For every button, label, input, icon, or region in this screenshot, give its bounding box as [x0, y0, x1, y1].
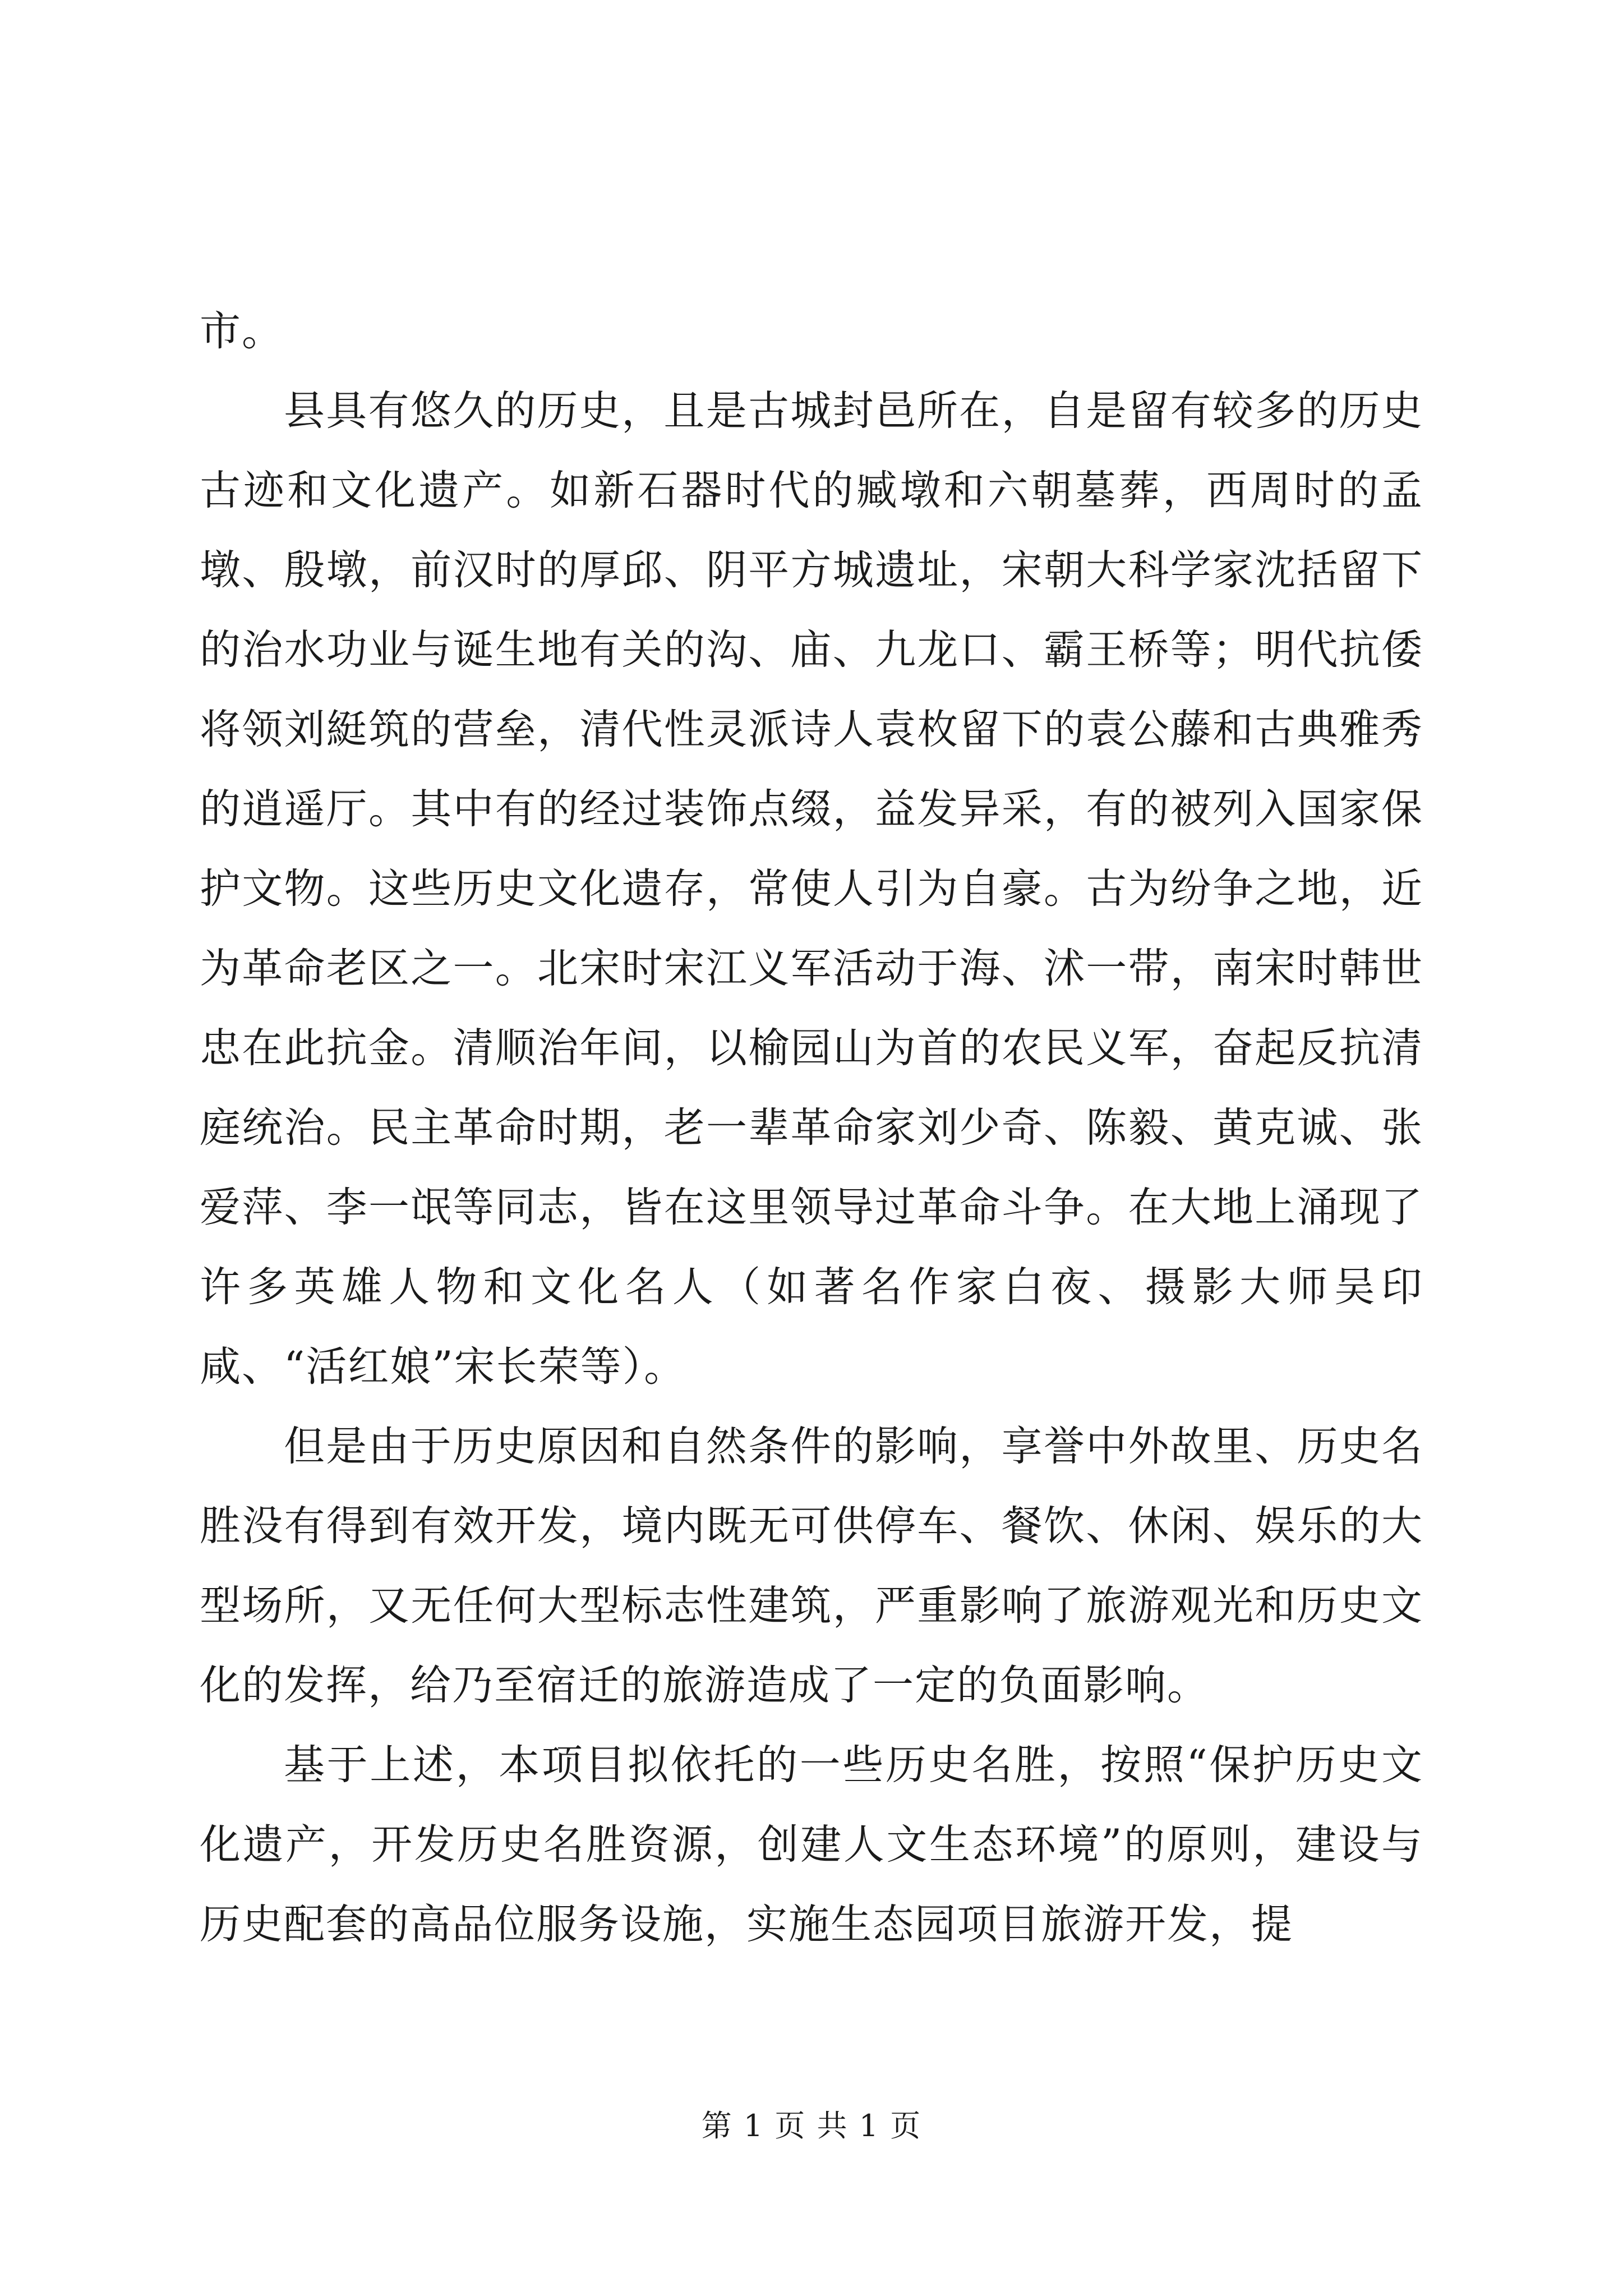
paragraph-project-basis: 基于上述，本项目拟依托的一些历史名胜，按照“保护历史文化遗产，开发历史名胜资源，创建人文生态环境”的原则，建设与历史配套的高品位服务设施，实施生态园项目旅游开发，提	[200, 1741, 1423, 1948]
document-body	[200, 292, 1423, 1964]
paragraph-problems: 但是由于历史原因和自然条件的影响，享誉中外故里、历史名胜没有得到有效开发，境内既无可供停车、餐饮、休闲、娱乐的大型场所，又无任何大型标志性建筑，严重影响了旅游观光和历史文化的发挥，给乃至宿迁的旅游造成了一定的负面影响。	[200, 1423, 1423, 1709]
paragraph-continuation: 市。	[200, 307, 284, 355]
paragraph-history: 县具有悠久的历史，且是古城封邑所在，自是留有较多的历史古迹和文化遗产。如新石器时代的臧墩和六朝墓葬，西周时的孟墩、殷墩，前汉时的厚邱、阴平方城遗址，宋朝大科学家沈括留下的治水功业与诞生地有关的沟、庙、九龙口、霸王桥等；明代抗倭将领刘綎筑的营垒，清代性灵派诗人袁枚留下的袁公藤和古典雅秀的逍遥厅。其中有的经过装饰点缀，益发异采，有的被列入国家保护文物。这些历史文化遗存，常使人引为自豪。古为纷争之地，近为革命老区之一。北宋时宋江义军活动于海、沭一带，南宋时韩世忠在此抗金。清顺治年间，以榆园山为首的农民义军，奋起反抗清庭统治。民主革命时期，老一辈革命家刘少奇、陈毅、黄克诚、张爱萍、李一氓等同志，皆在这里领导过革命斗争。在大地上涌现了许多英雄人物和文化名人（如著名作家白夜、摄影大师吴印咸、“活红娘”宋长荣等）。	[200, 387, 1423, 1391]
page-footer: 第 1 页 共 1 页	[701, 2108, 922, 2143]
